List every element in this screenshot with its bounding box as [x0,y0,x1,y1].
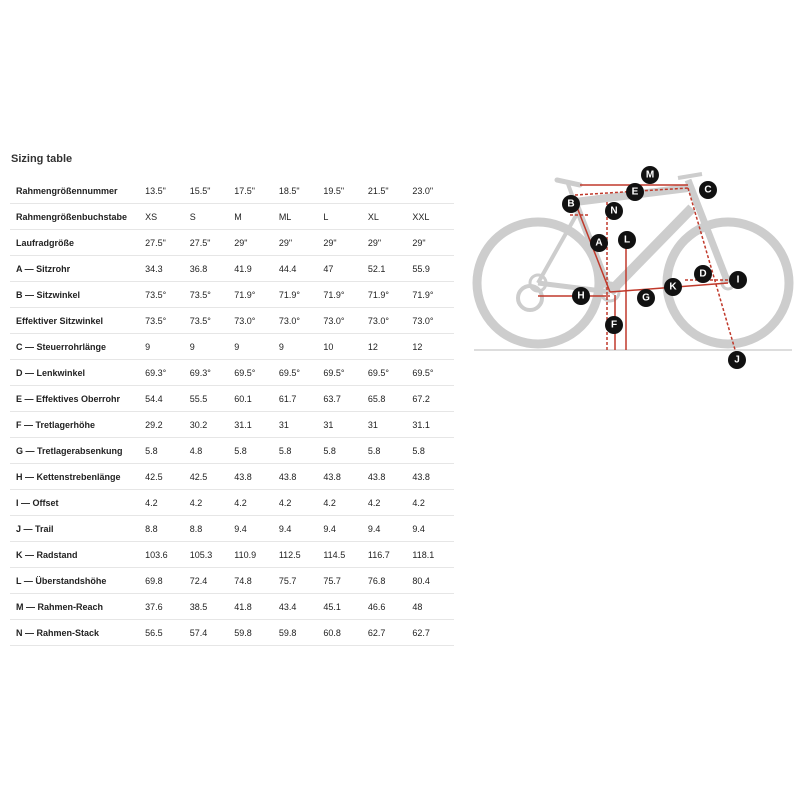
table-cell: 30.2 [187,412,232,438]
table-cell: 29" [320,230,365,256]
table-cell: 67.2 [409,386,454,412]
table-cell: 18.5" [276,178,321,204]
table-row [10,308,454,334]
table-row [10,386,454,412]
table-cell: 8.8 [187,516,232,542]
table-cell: ML [276,204,321,230]
svg-text:F: F [610,319,618,331]
row-label: F — Tretlagerhöhe [10,412,142,438]
table-cell: 12 [365,334,410,360]
marker-h [572,287,590,305]
table-cell: 71.9° [320,282,365,308]
svg-text:K: K [669,281,677,293]
table-cell: 74.8 [231,568,276,594]
table-cell: 71.9° [409,282,454,308]
table-cell: 4.8 [187,438,232,464]
marker-f [605,316,623,334]
table-cell: 9 [231,334,276,360]
table-cell: 5.8 [409,438,454,464]
table-row [10,360,454,386]
table-cell: 15.5" [187,178,232,204]
table-cell: 75.7 [276,568,321,594]
table-cell: 69.5° [365,360,410,386]
table-row [10,178,454,204]
table-cell: 5.8 [365,438,410,464]
row-label: Laufradgröße [10,230,142,256]
row-label: Effektiver Sitzwinkel [10,308,142,334]
table-cell: 27.5" [142,230,187,256]
table-cell: 71.9° [365,282,410,308]
table-cell: 8.8 [142,516,187,542]
table-cell: 43.4 [276,594,321,620]
table-cell: 37.6 [142,594,187,620]
table-cell: 43.8 [409,464,454,490]
table-cell: 110.9 [231,542,276,568]
marker-k [664,278,682,296]
table-cell: 59.8 [231,620,276,646]
table-cell: 69.5° [231,360,276,386]
table-cell: 43.8 [276,464,321,490]
row-label: K — Radstand [10,542,142,568]
table-cell: 80.4 [409,568,454,594]
table-cell: 21.5" [365,178,410,204]
table-cell: 17.5" [231,178,276,204]
svg-text:D: D [699,268,707,280]
table-row [10,516,454,542]
stem [678,174,702,178]
sizing-table [10,178,454,646]
table-cell: 4.2 [142,490,187,516]
table-cell: 73.5° [187,308,232,334]
table-cell: 55.9 [409,256,454,282]
row-label: M — Rahmen-Reach [10,594,142,620]
table-cell: 31 [276,412,321,438]
table-cell: 19.5" [320,178,365,204]
table-cell: 9 [142,334,187,360]
table-cell: 5.8 [142,438,187,464]
table-cell: 118.1 [409,542,454,568]
svg-text:G: G [642,292,650,304]
table-row [10,620,454,646]
table-row [10,568,454,594]
row-label: I — Offset [10,490,142,516]
marker-l [618,231,636,249]
table-cell: 5.8 [276,438,321,464]
table-cell: 62.7 [409,620,454,646]
table-cell: 73.0° [231,308,276,334]
table-cell: 54.4 [142,386,187,412]
table-cell: 55.5 [187,386,232,412]
marker-c [699,181,717,199]
table-cell: 31 [320,412,365,438]
table-row [10,594,454,620]
table-cell: 10 [320,334,365,360]
table-cell: 73.0° [365,308,410,334]
table-cell: 38.5 [187,594,232,620]
row-label: B — Sitzwinkel [10,282,142,308]
table-cell: 76.8 [365,568,410,594]
table-cell: 48 [409,594,454,620]
row-label: D — Lenkwinkel [10,360,142,386]
table-cell: 43.8 [365,464,410,490]
table-cell: 69.5° [409,360,454,386]
table-cell: 69.3° [187,360,232,386]
table-row [10,438,454,464]
table-cell: 9.4 [276,516,321,542]
table-cell: 69.8 [142,568,187,594]
marker-m [641,166,659,184]
table-cell: 36.8 [187,256,232,282]
table-cell: 43.8 [231,464,276,490]
table-cell: 73.0° [320,308,365,334]
table-cell: 46.6 [365,594,410,620]
table-cell: 103.6 [142,542,187,568]
marker-e [626,183,644,201]
saddle [557,180,580,185]
table-cell: M [231,204,276,230]
table-row [10,542,454,568]
svg-text:N: N [610,205,618,217]
table-cell: 73.0° [276,308,321,334]
table-cell: 43.8 [320,464,365,490]
table-cell: 9.4 [231,516,276,542]
table-cell: 42.5 [187,464,232,490]
table-cell: 72.4 [187,568,232,594]
table-cell: 69.3° [142,360,187,386]
svg-text:H: H [577,290,585,302]
table-cell: 31.1 [409,412,454,438]
table-cell: 114.5 [320,542,365,568]
svg-text:L: L [623,234,631,246]
table-cell: 41.9 [231,256,276,282]
table-cell: 42.5 [142,464,187,490]
svg-text:B: B [567,198,575,210]
marker-d [694,265,712,283]
table-row [10,230,454,256]
table-cell: L [320,204,365,230]
table-cell: 60.1 [231,386,276,412]
table-cell: 12 [409,334,454,360]
table-cell: 29" [276,230,321,256]
table-cell: 73.0° [409,308,454,334]
table-cell: 4.2 [409,490,454,516]
row-label: G — Tretlagerabsenkung [10,438,142,464]
table-cell: 73.5° [187,282,232,308]
table-cell: 29" [365,230,410,256]
table-cell: 105.3 [187,542,232,568]
marker-i [729,271,747,289]
table-cell: 112.5 [276,542,321,568]
table-cell: XL [365,204,410,230]
table-cell: 59.8 [276,620,321,646]
table-cell: 27.5" [187,230,232,256]
svg-text:M: M [645,169,655,181]
table-cell: 57.4 [187,620,232,646]
table-cell: 41.8 [231,594,276,620]
table-cell: 69.5° [320,360,365,386]
table-cell: 63.7 [320,386,365,412]
table-cell: 9.4 [365,516,410,542]
row-label: H — Kettenstrebenlänge [10,464,142,490]
sizing-table-body [10,178,454,646]
table-cell: 4.2 [365,490,410,516]
table-cell: 71.9° [231,282,276,308]
marker-a [590,234,608,252]
table-cell: 29.2 [142,412,187,438]
table-cell: 73.5° [142,282,187,308]
table-cell: 4.2 [231,490,276,516]
table-cell: 116.7 [365,542,410,568]
marker-n [605,202,623,220]
table-cell: 45.1 [320,594,365,620]
table-cell: 61.7 [276,386,321,412]
table-cell: 9 [276,334,321,360]
table-row [10,464,454,490]
cassette [518,286,542,310]
table-cell: 5.8 [231,438,276,464]
row-label: E — Effektives Oberrohr [10,386,142,412]
table-cell: 31 [365,412,410,438]
table-cell: 9.4 [320,516,365,542]
table-cell: 9.4 [409,516,454,542]
table-cell: 69.5° [276,360,321,386]
table-cell: 62.7 [365,620,410,646]
table-cell: 34.3 [142,256,187,282]
table-cell: 4.2 [187,490,232,516]
table-cell: 4.2 [320,490,365,516]
table-cell: 75.7 [320,568,365,594]
table-cell: 9 [187,334,232,360]
row-label: A — Sitzrohr [10,256,142,282]
marker-j [728,351,746,369]
table-cell: 29" [409,230,454,256]
sizing-table-title: Sizing table [11,153,73,165]
table-cell: 44.4 [276,256,321,282]
svg-text:I: I [736,274,740,286]
table-cell: 52.1 [365,256,410,282]
table-cell: 73.5° [142,308,187,334]
row-label: C — Steuerrohrlänge [10,334,142,360]
table-row [10,204,454,230]
bike-geometry-diagram [470,160,795,375]
table-cell: 4.2 [276,490,321,516]
row-label: Rahmengrößenbuchstabe [10,204,142,230]
table-cell: 47 [320,256,365,282]
svg-text:E: E [631,186,639,198]
marker-b [562,195,580,213]
table-cell: 56.5 [142,620,187,646]
table-row [10,490,454,516]
table-cell: XS [142,204,187,230]
table-row [10,334,454,360]
table-cell: XXL [409,204,454,230]
row-label: Rahmengrößennummer [10,178,142,204]
row-label: L — Überstandshöhe [10,568,142,594]
table-row [10,282,454,308]
svg-text:C: C [704,184,712,196]
svg-text:J: J [734,354,740,366]
table-cell: 5.8 [320,438,365,464]
table-row [10,256,454,282]
marker-g [637,289,655,307]
table-row [10,412,454,438]
table-cell: 23.0" [409,178,454,204]
table-cell: 29" [231,230,276,256]
row-label: N — Rahmen-Stack [10,620,142,646]
row-label: J — Trail [10,516,142,542]
table-cell: 13.5" [142,178,187,204]
table-cell: 65.8 [365,386,410,412]
svg-text:A: A [595,237,603,249]
table-cell: S [187,204,232,230]
table-cell: 60.8 [320,620,365,646]
table-cell: 71.9° [276,282,321,308]
table-cell: 31.1 [231,412,276,438]
